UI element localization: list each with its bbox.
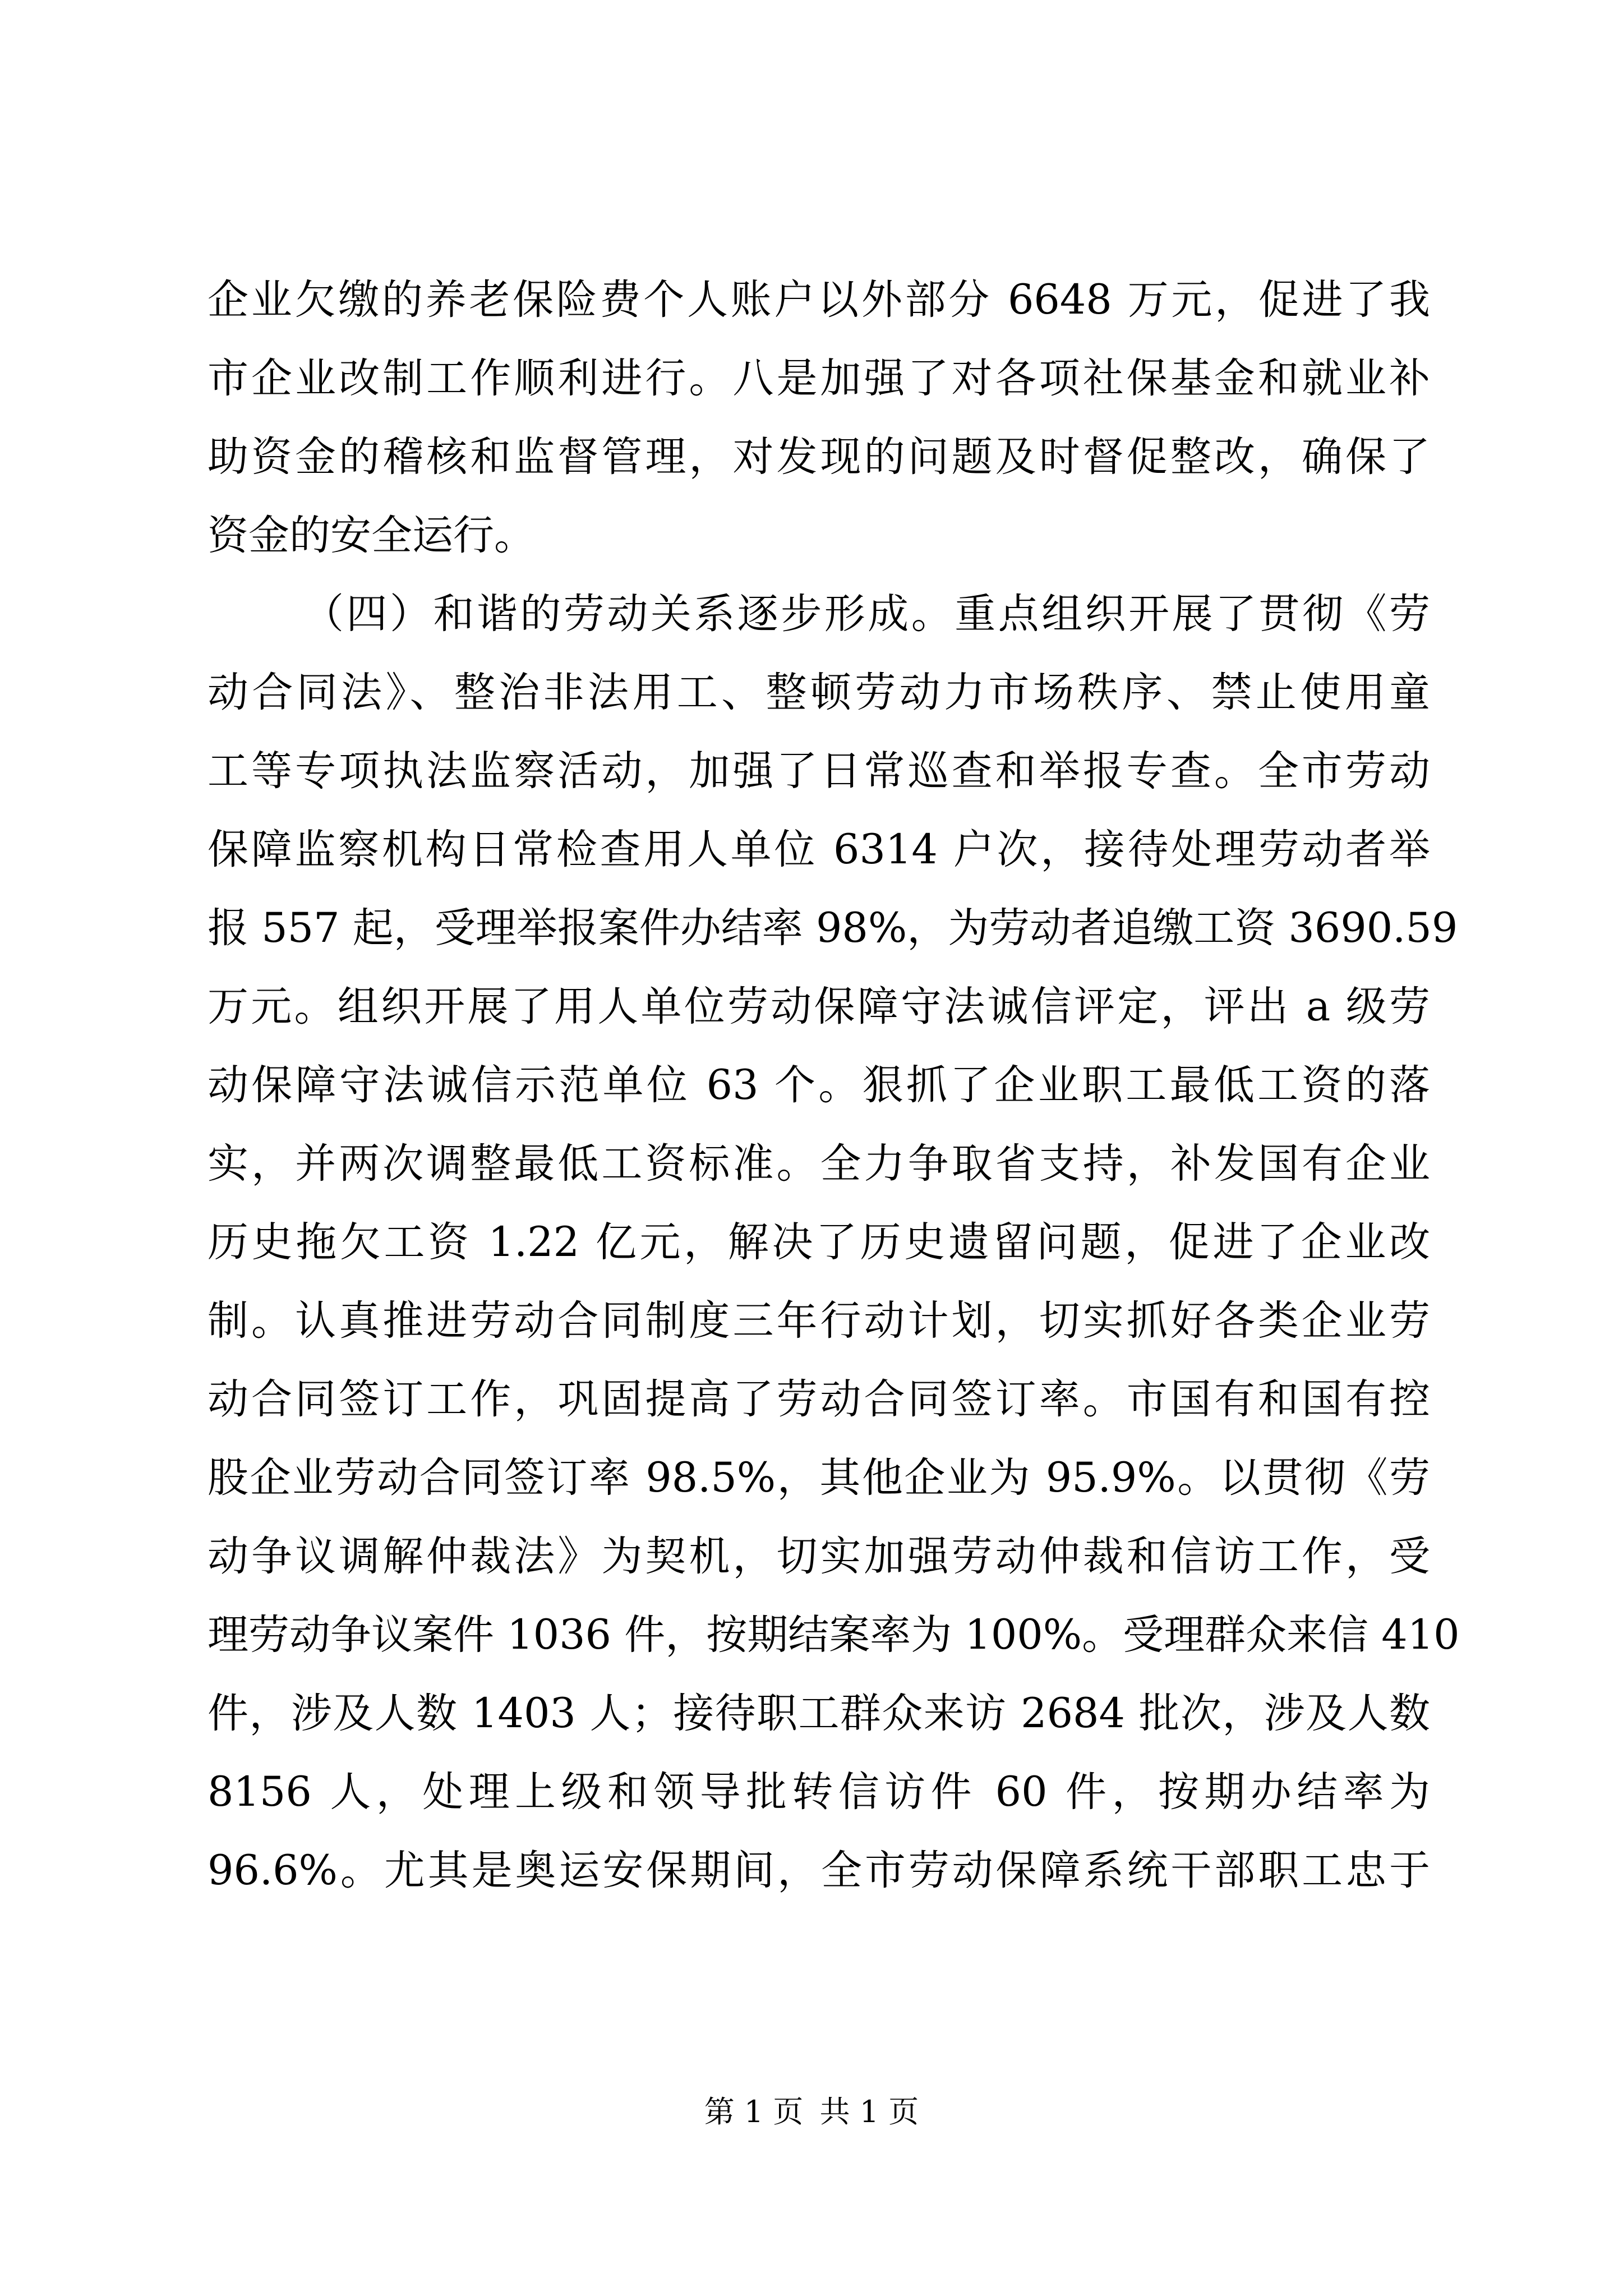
text-line: 历史拖欠工资 1.22 亿元，解决了历史遗留问题，促进了企业改 bbox=[208, 1218, 1430, 1266]
text-line: 动争议调解仲裁法》为契机，切实加强劳动仲裁和信访工作，受 bbox=[208, 1533, 1430, 1580]
text-line: 报 557 起，受理举报案件办结率 98%，为劳动者追缴工资 3690.59 bbox=[208, 904, 1458, 952]
text-line: 8156 人，处理上级和领导批转信访件 60 件，按期办结率为 bbox=[208, 1768, 1430, 1816]
text-line: 件，涉及人数 1403 人；接待职工群众来访 2684 批次，涉及人数 bbox=[208, 1690, 1430, 1737]
text-line: 资金的安全运行。 bbox=[208, 512, 535, 559]
text-line: 企业欠缴的养老保险费个人账户以外部分 6648 万元，促进了我 bbox=[208, 276, 1430, 324]
text-line: 动合同签订工作，巩固提高了劳动合同签订率。市国有和国有控 bbox=[208, 1375, 1430, 1423]
text-line: 股企业劳动合同签订率 98.5%，其他企业为 95.9%。以贯彻《劳 bbox=[208, 1454, 1430, 1502]
text-line: 万元。组织开展了用人单位劳动保障守法诚信评定，评出 a 级劳 bbox=[208, 983, 1430, 1030]
page-number: 第 1 页 bbox=[704, 2094, 804, 2129]
text-line: 理劳动争议案件 1036 件，按期结案率为 100%。受理群众来信 410 bbox=[208, 1611, 1460, 1659]
text-line: 96.6%。尤其是奥运安保期间，全市劳动保障系统干部职工忠于 bbox=[208, 1847, 1430, 1894]
text-line: 实，并两次调整最低工资标准。全力争取省支持，补发国有企业 bbox=[208, 1140, 1430, 1188]
text-line: 保障监察机构日常检查用人单位 6314 户次，接待处理劳动者举 bbox=[208, 826, 1430, 873]
text-line: 市企业改制工作顺利进行。八是加强了对各项社保基金和就业补 bbox=[208, 355, 1430, 402]
text-line: 动合同法》、整治非法用工、整顿劳动力市场秩序、禁止使用童 bbox=[208, 669, 1430, 716]
text-line: 制。认真推进劳动合同制度三年行动计划，切实抓好各类企业劳 bbox=[208, 1297, 1430, 1345]
text-line: 动保障守法诚信示范单位 63 个。狠抓了企业职工最低工资的落 bbox=[208, 1061, 1430, 1109]
text-line: （四）和谐的劳动关系逐步形成。重点组织开展了贯彻《劳 bbox=[303, 590, 1430, 638]
page-total: 共 1 页 bbox=[819, 2094, 919, 2129]
text-line: 工等专项执法监察活动，加强了日常巡查和举报专查。全市劳动 bbox=[208, 747, 1430, 795]
page-footer bbox=[0, 2092, 1623, 2132]
text-line: 助资金的稽核和监督管理，对发现的问题及时督促整改，确保了 bbox=[208, 433, 1430, 481]
